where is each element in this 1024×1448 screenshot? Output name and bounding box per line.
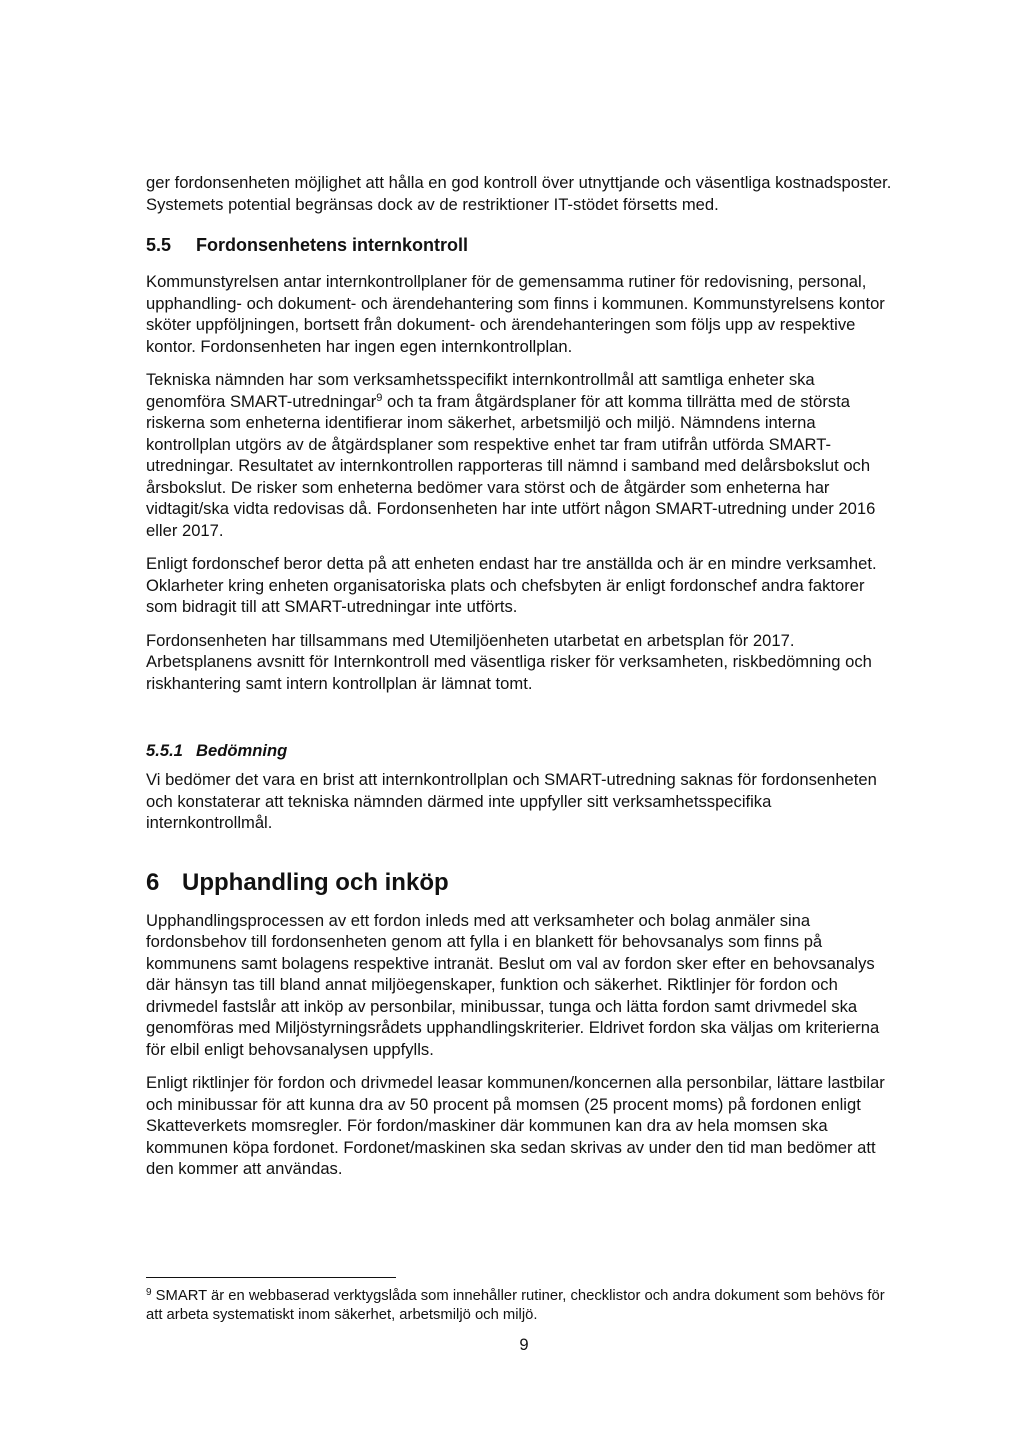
intro-paragraph: ger fordonsenheten möjlighet att hålla en god kontroll över utnyttjande och väsentliga kostnadsposter. Systemets potential begränsas dock av de restriktioner IT-stödet försetts med.: [146, 173, 892, 214]
paragraph-bedomning: Vi bedömer det vara en brist att internkontrollplan och SMART-utredning saknas för fordonsenheten och konstaterar att tekniska nämnden därmed inte uppfyller sitt verksamhetsspecifika internkontrollmål.: [146, 770, 877, 832]
document-page: [146, 172, 898, 1180]
paragraph-internkontroll-4: Fordonsenheten har tillsammans med Utemiljöenheten utarbetat en arbetsplan för 2017. Arbetsplanens avsnitt för Internkontroll med väsentliga risker för verksamheten, riskbedömning och riskhantering samt intern kontrollplan är lämnat tomt.: [146, 630, 872, 693]
paragraph-text: Tekniska nämnden har som verksamhetsspecifikt internkontrollmål att samtliga enheter ska genomföra SMART-utredningar: [146, 370, 815, 411]
footnote: [146, 1287, 898, 1325]
paragraph-upphandling-2: Enligt riktlinjer för fordon och drivmedel leasar kommunen/koncernen alla personbilar, lättare lastbilar och minibussar för att kunna dra av 50 procent på momsen (25 procent moms) på fordonen enligt Skatteverkets momsregler. För fordon/maskiner där kommunen kan dra av hela momsen ska kommunen köpa fordonet. Fordonet/maskinen ska sedan skrivas av under den tid man bedömer att den kommer att användas.: [146, 1073, 885, 1178]
paragraph-upphandling-1: Upphandlingsprocessen av ett fordon inleds med att verksamheter och bolag anmäler sina fordonsbehov till fordonsenheten genom att fylla i en blankett för behovsanalys som finns på kommunens samt bolagens respektive intranät. Beslut om val av fordon sker efter en behovsanalys där hänsyn tas till bland annat miljöegenskaper, funktion och säkerhet. Riktlinjer för fordon och drivmedel fastslår att inköp av personbilar, minibussar, tunga och lätta fordon samt drivmedel ska genomföras med Miljöstyrningsrådets upphandlingskriterier. Eldrivet fordon ska väljas om kriterierna för elbil enligt behovsanalysen uppfylls.: [146, 910, 880, 1059]
subsection-title: Bedömning: [196, 741, 288, 760]
subsection-number: 5.5.1: [146, 741, 183, 760]
page-number: 9: [519, 1335, 529, 1354]
footnote-text: SMART är en webbaserad verktygslåda som innehåller rutiner, checklistor och andra dokument som behövs för att arbeta systematiskt inom säkerhet, arbetsmiljö och miljö.: [146, 1288, 885, 1323]
section-heading-5-5: [146, 234, 898, 256]
footnote-marker: 9: [146, 1287, 152, 1298]
section-number: 5.5: [146, 235, 172, 255]
section-title: Fordonsenhetens internkontroll: [196, 235, 469, 255]
chapter-number: 6: [146, 868, 160, 896]
paragraph-text: och ta fram åtgärdsplaner för att komma tillrätta med de största riskerna som enheterna identifierar inom säkerhet, arbetsmiljö och miljö. Nämndens interna kontrollplan utgörs av de åtgärdsplaner som respektive enhet tar fram utifrån utförda SMART-utredningar. Resultatet av internkontrollen rapporteras till nämnd i samband med delårsbokslut och årsbokslut. De risker som enheterna bedömer vara störst och de åtgärder som enheterna har vidtagit/ska vidta redovisas då. Fordonsenheten har inte utfört någon SMART-utredning under 2016 eller 2017.: [146, 391, 876, 540]
chapter-title: Upphandling och inköp: [182, 868, 449, 896]
footnote-divider: [146, 1277, 396, 1278]
chapter-heading-6: [146, 868, 898, 898]
paragraph-internkontroll-1: Kommunstyrelsen antar internkontrollplaner för de gemensamma rutiner för redovisning, personal, upphandling- och dokument- och ärendehantering som finns i kommunen. Kommunstyrelsens kontor sköter uppföljningen, bortsett från dokument- och ärendehanteringen som följs upp av respektive kontor. Fordonsenheten har ingen egen internkontrollplan.: [146, 272, 885, 356]
subsection-heading-5-5-1: [146, 740, 898, 761]
paragraph-internkontroll-3: Enligt fordonschef beror detta på att enheten endast har tre anställda och är en mindre verksamhet. Oklarheter kring enheten organisatoriska plats och chefsbyten är enligt fordonschef andra faktorer som bidragit till att SMART-utredningar inte utförts.: [146, 554, 877, 616]
paragraph-internkontroll-2: [146, 369, 898, 541]
footnote-reference: 9: [376, 391, 383, 404]
